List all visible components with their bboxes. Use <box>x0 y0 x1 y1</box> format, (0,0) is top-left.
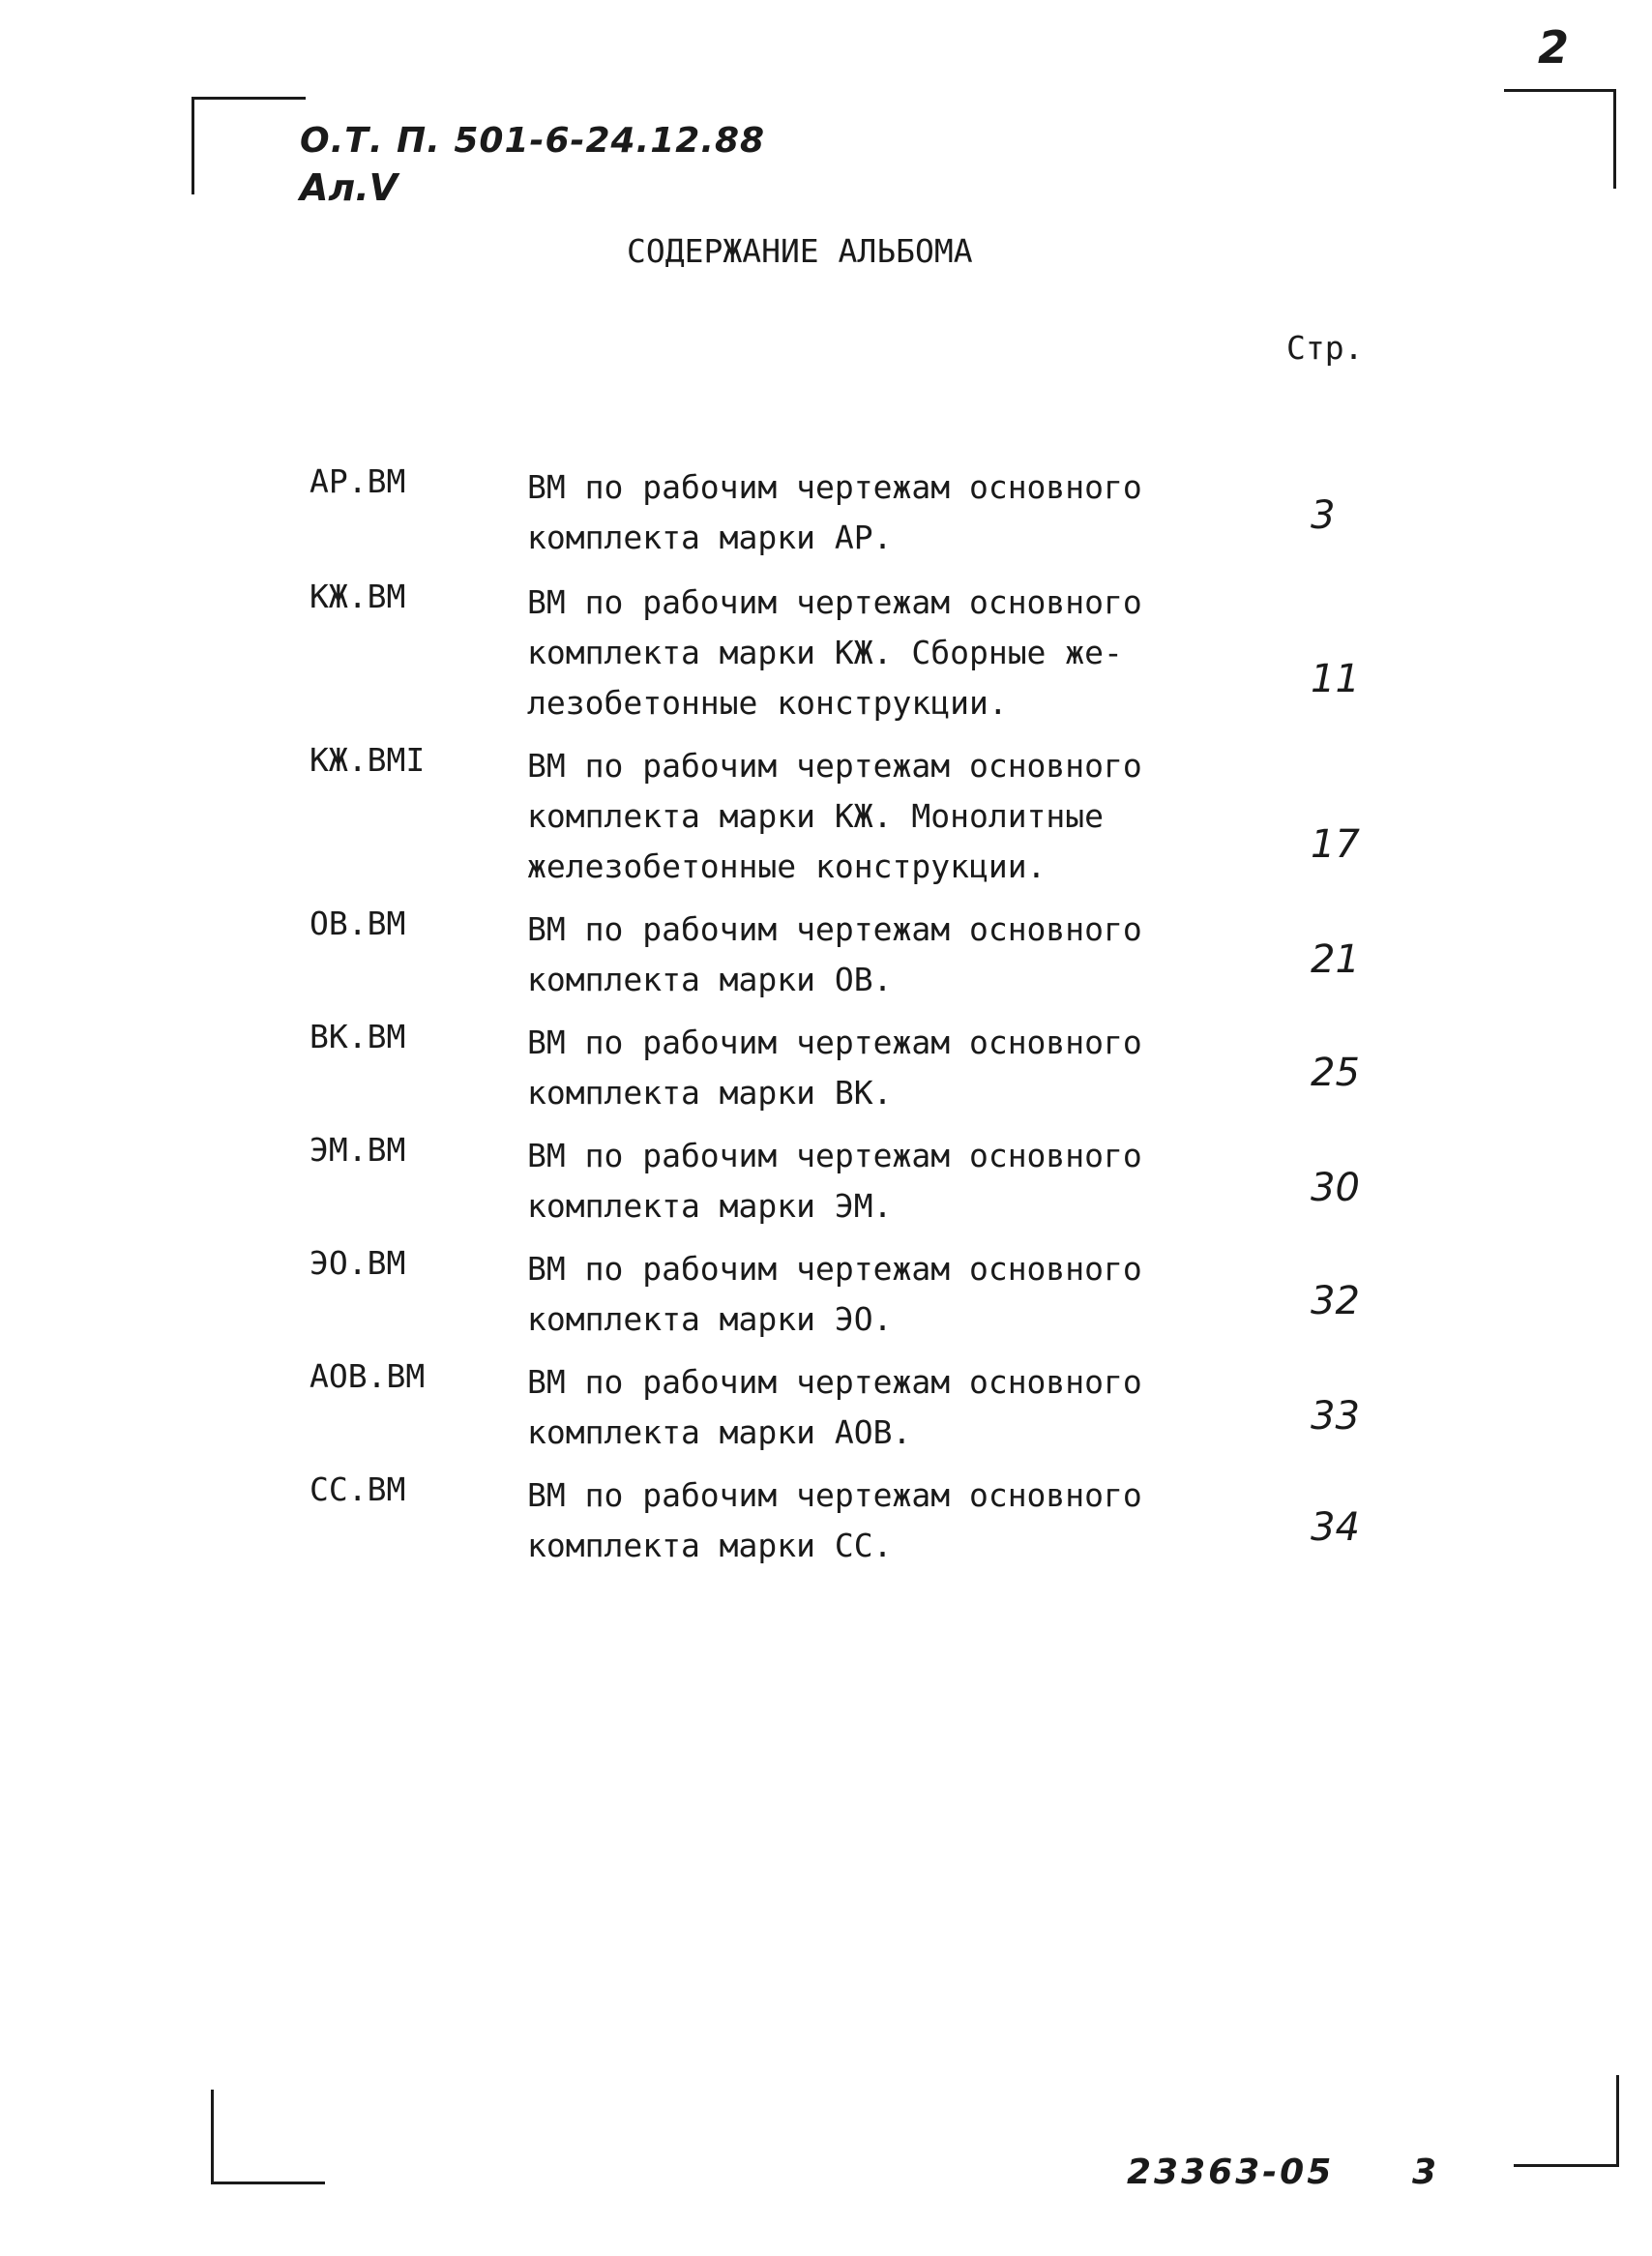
entry-code: СС.ВМ <box>310 1470 406 1508</box>
entry-page: 34 <box>1311 1505 1360 1550</box>
footer-page-number: 3 <box>1412 2152 1437 2192</box>
entry-description: ВМ по рабочим чертежам основного комплекта марки КЖ. Сборные же- лезобетонные конструкции. <box>527 583 1142 722</box>
document-code: О.Т. П. 501-6-24.12.88 <box>300 121 766 161</box>
album-number: Ал.V <box>300 166 398 209</box>
entry-code: КЖ.ВМ <box>310 578 406 615</box>
entry-code: АР.ВМ <box>310 462 406 500</box>
entry-page: 11 <box>1311 657 1360 701</box>
entry-code: ОВ.ВМ <box>310 905 406 942</box>
footer-code: 23363-05 <box>1127 2152 1335 2192</box>
entry-code: ЭО.ВМ <box>310 1244 406 1282</box>
entry-page: 3 <box>1311 493 1336 538</box>
entry-description: ВМ по рабочим чертежам основного комплекта марки ЭМ. <box>527 1137 1142 1225</box>
entry-description: ВМ по рабочим чертежам основного комплекта марки КЖ. Монолитные железобетонные конструкции. <box>527 747 1142 885</box>
entry-page: 30 <box>1311 1166 1360 1210</box>
entry-code: ВК.ВМ <box>310 1018 406 1055</box>
entry-page: 25 <box>1311 1051 1360 1095</box>
entry-description: ВМ по рабочим чертежам основного комплекта марки АОВ. <box>527 1363 1142 1451</box>
entry-code: КЖ.ВМI <box>310 741 426 779</box>
entry-description: ВМ по рабочим чертежам основного комплекта марки ЭО. <box>527 1250 1142 1338</box>
sheet-number: 2 <box>1538 21 1570 74</box>
frame-corner-bottom-right <box>1514 2075 1619 2167</box>
entry-description: ВМ по рабочим чертежам основного комплекта марки АР. <box>527 468 1142 556</box>
frame-corner-top-left <box>192 97 306 194</box>
entry-description: ВМ по рабочим чертежам основного комплекта марки СС. <box>527 1476 1142 1564</box>
frame-corner-top-right <box>1504 89 1616 189</box>
entry-page: 21 <box>1311 937 1360 982</box>
page-title: СОДЕРЖАНИЕ АЛЬБОМА <box>627 232 973 270</box>
entry-page: 33 <box>1311 1394 1360 1439</box>
page-column-label: Стр. <box>1286 329 1364 367</box>
entry-description: ВМ по рабочим чертежам основного комплекта марки ОВ. <box>527 910 1142 998</box>
entry-description: ВМ по рабочим чертежам основного комплекта марки ВК. <box>527 1024 1142 1112</box>
entry-page: 32 <box>1311 1279 1360 1323</box>
entry-page: 17 <box>1311 822 1360 867</box>
frame-corner-bottom-left <box>211 2090 325 2184</box>
entry-code: АОВ.ВМ <box>310 1357 426 1395</box>
entry-code: ЭМ.ВМ <box>310 1131 406 1169</box>
